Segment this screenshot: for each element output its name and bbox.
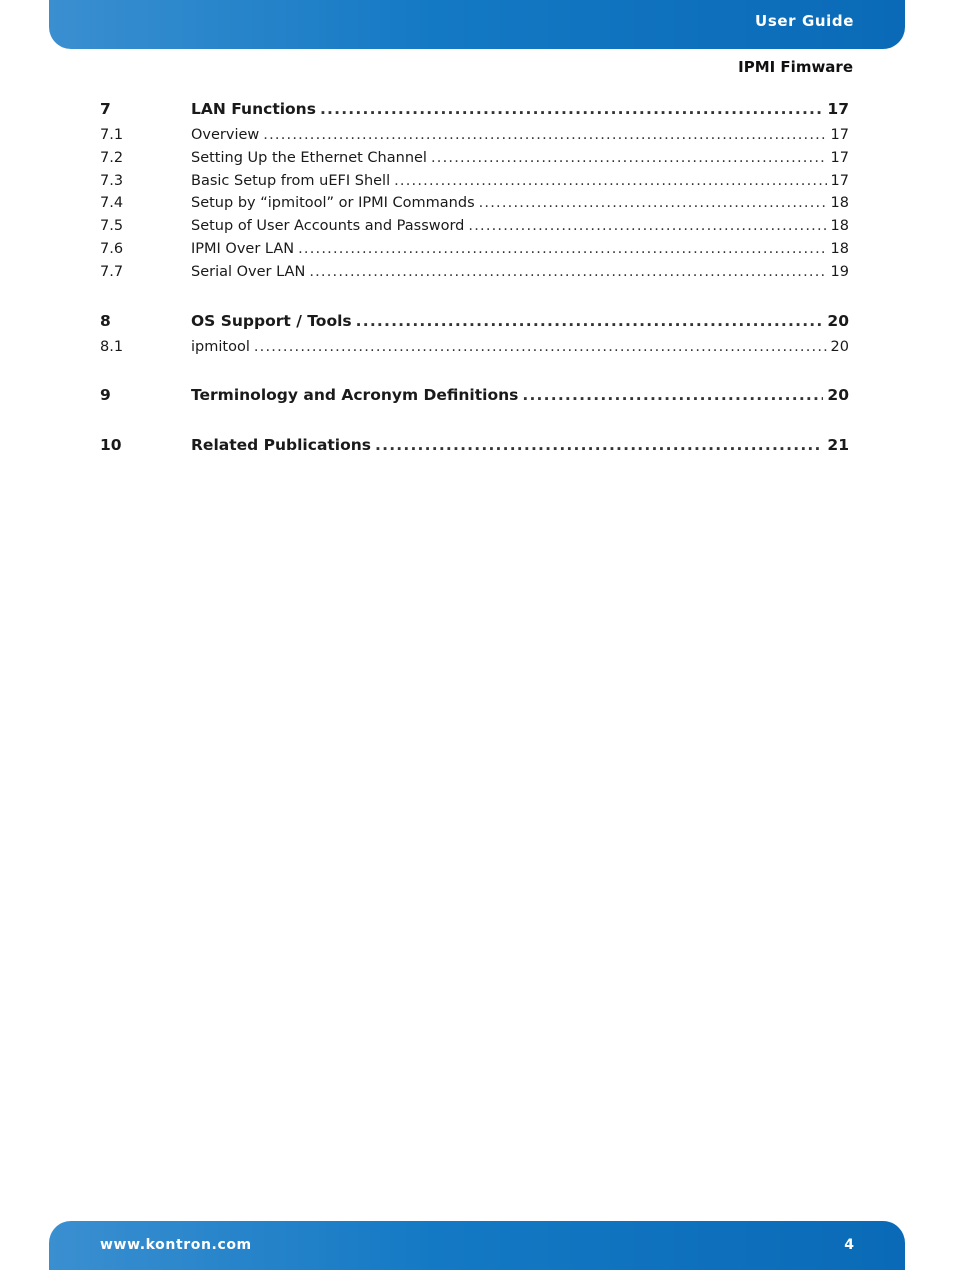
toc-leader bbox=[375, 432, 823, 458]
toc-section-7-7[interactable] bbox=[100, 261, 849, 284]
toc-leader bbox=[320, 96, 823, 122]
toc-number: 7.1 bbox=[100, 127, 124, 143]
toc-page: 17 bbox=[830, 149, 849, 166]
toc-number: 10 bbox=[100, 436, 122, 455]
toc-section-7-6[interactable] bbox=[100, 238, 849, 261]
toc-title: Setup by “ipmitool” or IPMI Commands bbox=[191, 195, 475, 212]
toc-section-7-4[interactable] bbox=[100, 192, 849, 215]
toc-number: 7.3 bbox=[100, 172, 124, 189]
toc-page: 20 bbox=[827, 386, 849, 405]
toc-leader bbox=[298, 238, 826, 261]
toc-number: 7.2 bbox=[100, 149, 124, 166]
toc-section-7-3[interactable] bbox=[100, 170, 849, 193]
toc-leader bbox=[394, 170, 826, 193]
toc-title: Basic Setup from uEFI Shell bbox=[191, 172, 391, 189]
toc-page: 20 bbox=[827, 311, 849, 330]
toc-title: OS Support / Tools bbox=[191, 311, 352, 330]
toc-chapter-8[interactable] bbox=[100, 308, 849, 334]
toc-title: Setting Up the Ethernet Channel bbox=[191, 149, 427, 166]
toc-title: Serial Over LAN bbox=[191, 263, 306, 280]
toc-page: 17 bbox=[830, 172, 849, 189]
toc-leader bbox=[263, 124, 826, 147]
toc-page: 19 bbox=[830, 263, 849, 280]
toc-title: Setup of User Accounts and Password bbox=[191, 218, 465, 235]
header-bar bbox=[49, 0, 905, 49]
toc-section-7-2[interactable] bbox=[100, 147, 849, 170]
toc-leader bbox=[309, 261, 826, 284]
toc-number: 7 bbox=[100, 100, 111, 118]
toc-leader bbox=[522, 382, 823, 408]
toc-page: 21 bbox=[827, 436, 849, 455]
header-title: User Guide bbox=[755, 12, 854, 30]
toc-title: LAN Functions bbox=[191, 100, 316, 118]
toc-chapter-10[interactable] bbox=[100, 432, 849, 458]
toc-title: Related Publications bbox=[191, 436, 372, 455]
toc-title: IPMI Over LAN bbox=[191, 240, 295, 257]
toc-page: 18 bbox=[830, 218, 849, 235]
toc-page: 18 bbox=[830, 240, 849, 257]
toc-section-8-1[interactable] bbox=[100, 336, 849, 359]
toc-leader bbox=[356, 308, 824, 334]
toc-chapter-7[interactable] bbox=[100, 96, 849, 122]
toc-number: 9 bbox=[100, 386, 111, 405]
toc-title: Overview bbox=[191, 127, 260, 143]
toc-section-7-5[interactable] bbox=[100, 215, 849, 238]
toc-title: Terminology and Acronym Definitions bbox=[191, 386, 519, 405]
toc-leader bbox=[468, 215, 826, 238]
toc-leader bbox=[254, 336, 827, 359]
toc-page: 17 bbox=[830, 127, 849, 143]
table-of-contents bbox=[100, 96, 849, 460]
toc-leader bbox=[431, 147, 827, 170]
document-subtitle: IPMI Fimware bbox=[738, 58, 853, 76]
footer-page-number: 4 bbox=[844, 1237, 854, 1253]
toc-title: ipmitool bbox=[191, 338, 250, 355]
toc-number: 7.4 bbox=[100, 195, 124, 212]
footer-url-link[interactable]: www.kontron.com bbox=[100, 1237, 252, 1253]
footer-bar bbox=[49, 1221, 905, 1270]
toc-number: 7.6 bbox=[100, 240, 124, 257]
toc-number: 7.5 bbox=[100, 218, 124, 235]
toc-number: 8.1 bbox=[100, 338, 124, 355]
toc-page: 20 bbox=[830, 338, 849, 355]
toc-number: 8 bbox=[100, 311, 111, 330]
toc-number: 7.7 bbox=[100, 263, 124, 280]
toc-section-7-1[interactable] bbox=[100, 124, 849, 147]
toc-page: 18 bbox=[830, 195, 849, 212]
toc-leader bbox=[479, 192, 827, 215]
toc-page: 17 bbox=[827, 100, 849, 118]
toc-chapter-9[interactable] bbox=[100, 382, 849, 408]
